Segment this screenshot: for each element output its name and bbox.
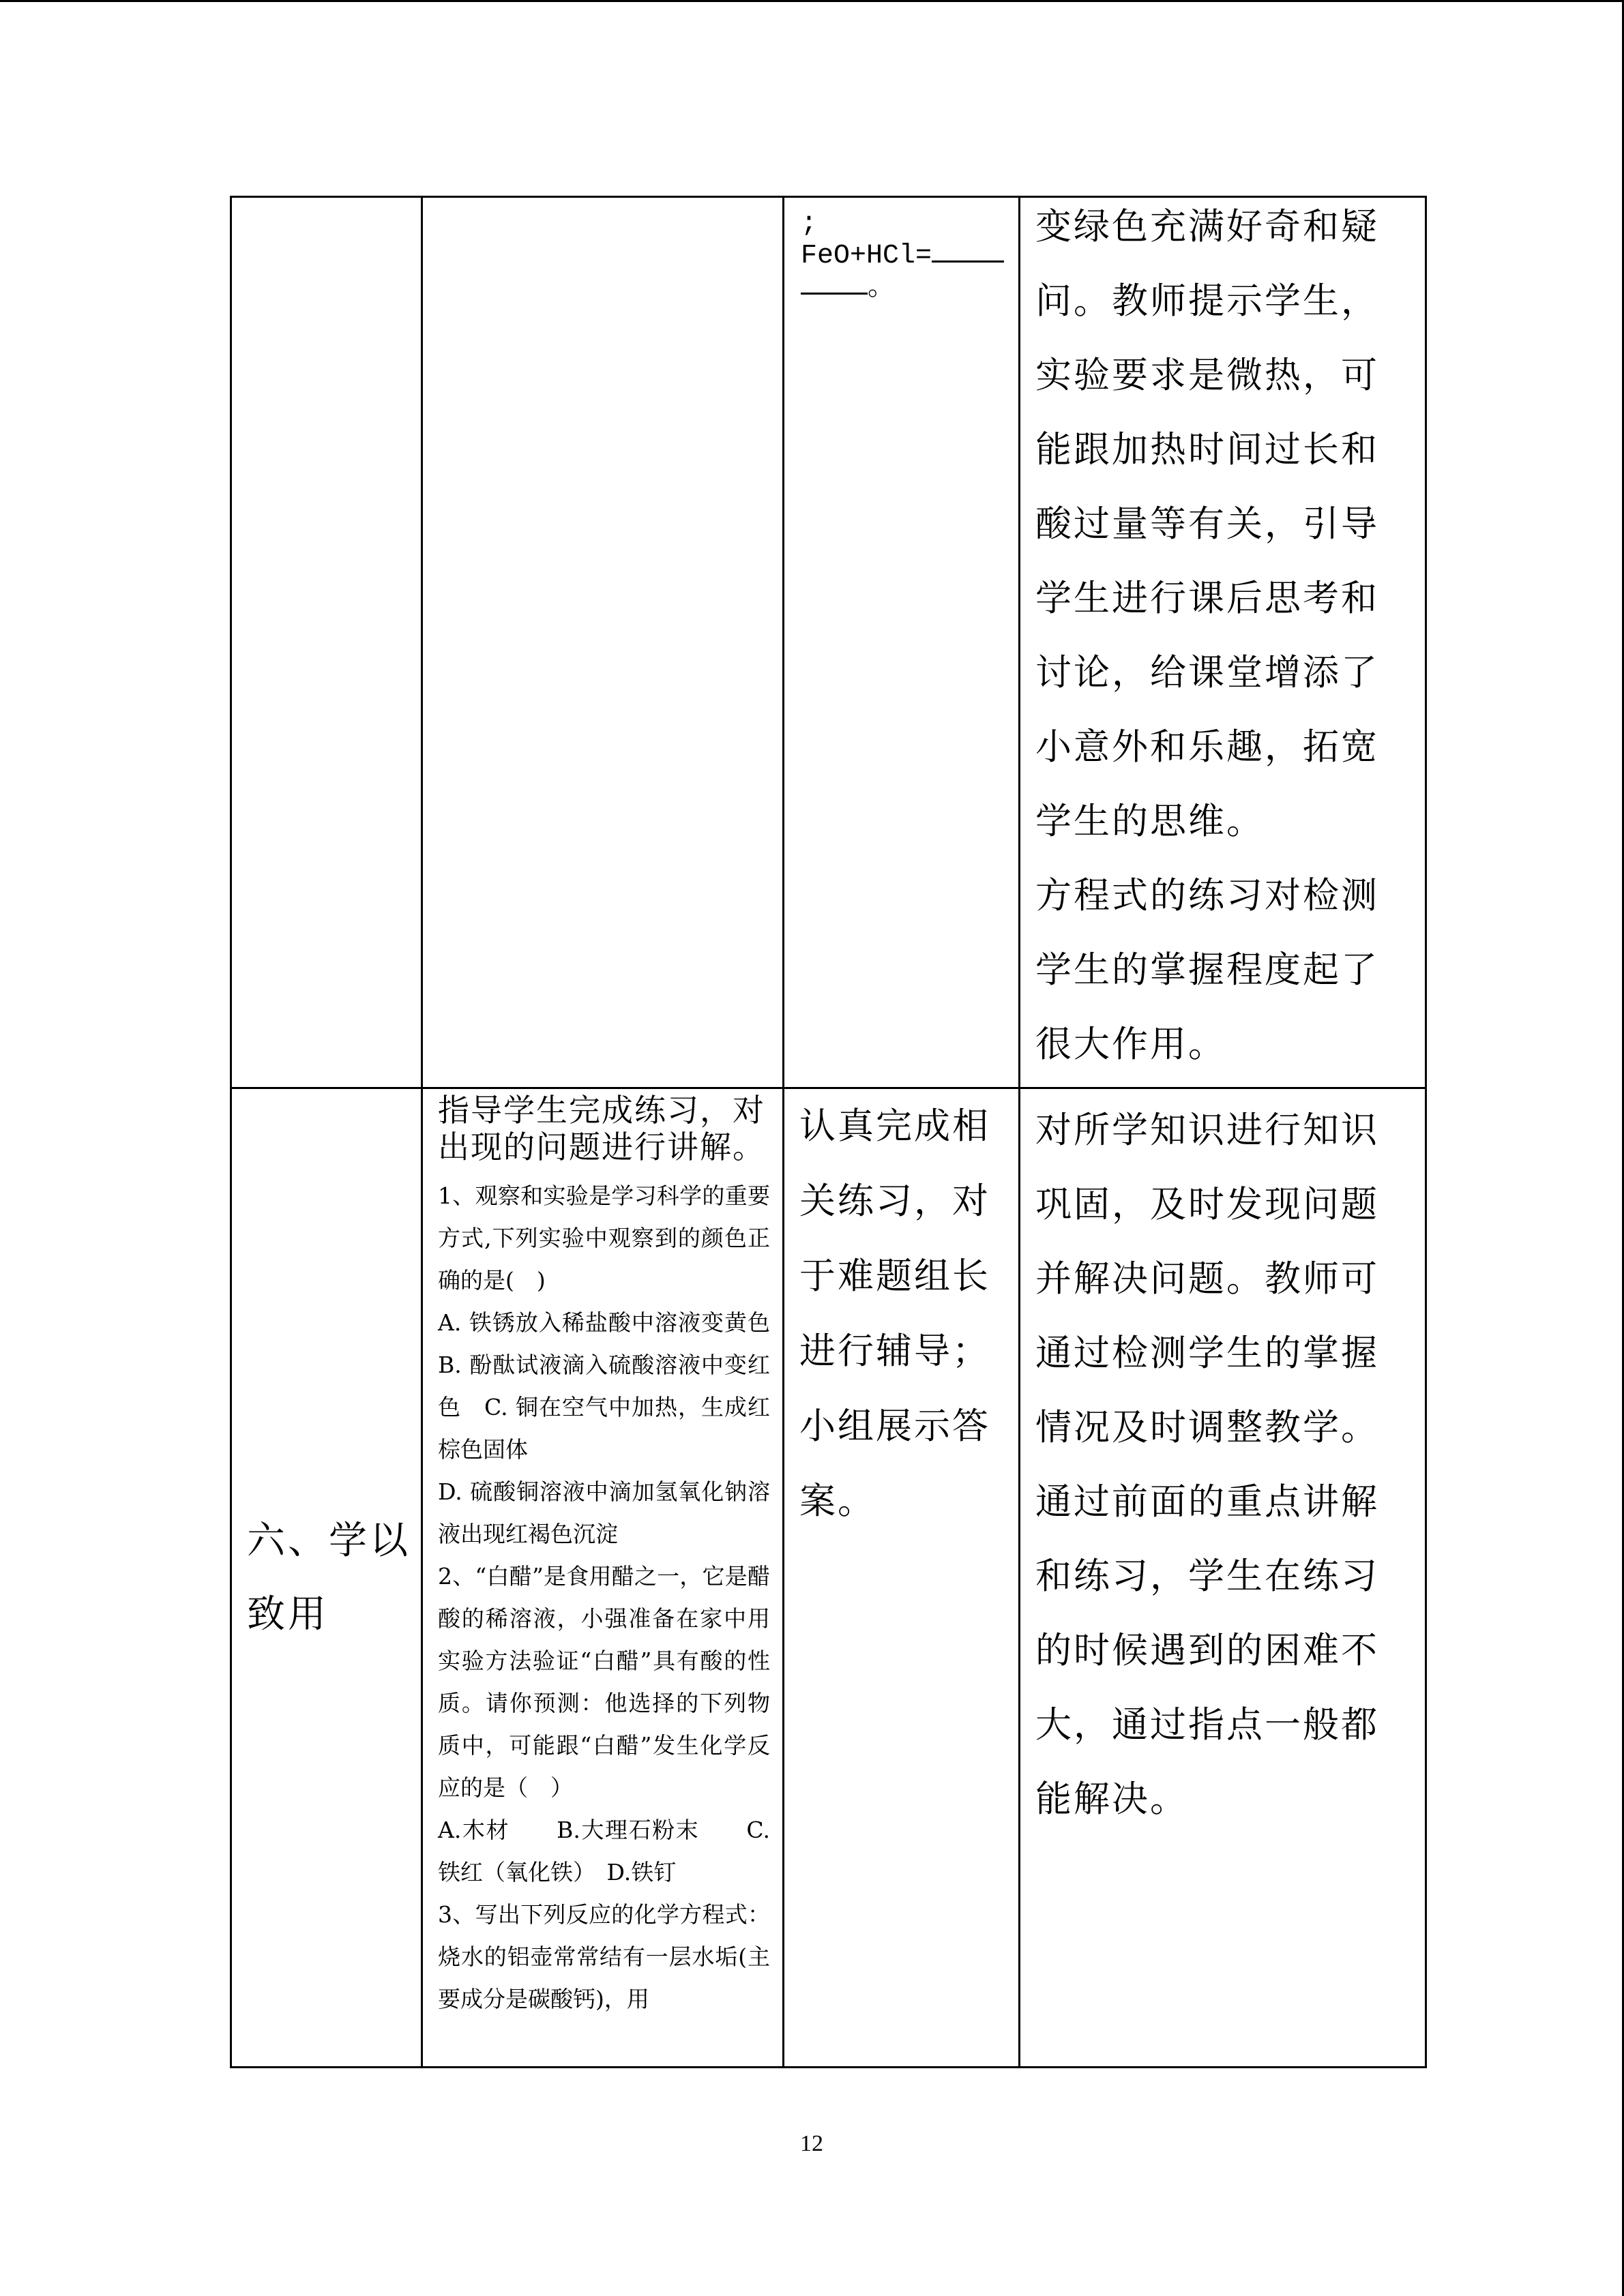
answer-blank [932, 240, 1004, 263]
stage-cell [231, 197, 422, 1088]
text-line: 酸过量等有关，引导 [1035, 503, 1379, 545]
equation-text: FeO+HCl= [801, 241, 932, 271]
exercise-question: 3、写出下列反应的化学方程式：烧水的铝壶常常结有一层水垢(主要成分是碳酸钙)，用 [438, 1901, 770, 2012]
teacher-activity [423, 1089, 815, 2021]
text-line: 案。 [799, 1480, 876, 1522]
text-line: 学生的掌握程度起了 [1035, 949, 1379, 991]
table-row [231, 197, 1426, 1088]
answer-blank-continued [801, 272, 868, 295]
text-line: 讨论，给课堂增添了 [1035, 652, 1379, 694]
teacher-activity-cell [422, 1088, 815, 2068]
text-line: 进行辅导； [799, 1330, 990, 1372]
period-text: 。 [868, 273, 895, 303]
text-line: 认真完成相 [799, 1105, 990, 1147]
text-line: 学生的思维。 [1035, 801, 1265, 842]
teacher-instruction: 指导学生完成练习，对出现的问题进行讲解。 [438, 1092, 765, 1165]
text-line: 实验要求是微热，可 [1035, 355, 1379, 396]
exercise-question: 2、“白醋”是食用醋之一，它是醋酸的稀溶液，小强准备在家中用实验方法验证“白醋”具有酸的性质。请你预测：他选择的下列物质中，可能跟“白醋”发生化学反应的是（ ） [438, 1563, 770, 1801]
student-activity-cell [784, 1088, 1020, 2068]
text-line: 的时候遇到的困难不 [1035, 1630, 1379, 1671]
text-line: 和练习，学生在练习 [1035, 1555, 1379, 1597]
text-line: 方程式的练习对检测 [1035, 875, 1379, 916]
design-intent-text [1020, 1089, 1425, 1836]
text-line: 能跟加热时间过长和 [1035, 429, 1379, 471]
design-intent-cell [1020, 197, 1426, 1088]
exercise-question: 1、观察和实验是学习科学的重要方式,下列实验中观察到的颜色正确的是( ) [438, 1182, 770, 1294]
text-line: 小意外和乐趣，拓宽 [1035, 726, 1379, 768]
text-line: 很大作用。 [1035, 1024, 1226, 1065]
exercise-option: D. 硫酸铜溶液中滴加氢氧化钠溶液出现红褐色沉淀 [438, 1478, 770, 1547]
table-row [231, 1088, 1426, 2068]
lesson-plan-table [230, 196, 1427, 2068]
exercise-options: A. 铁锈放入稀盐酸中溶液变黄色 B. 酚酞试液滴入硫酸溶液中变红色 C. 铜在空气中加热，生成红棕色固体 [438, 1309, 815, 1463]
text-line: 学生进行课后思考和 [1035, 578, 1379, 619]
stage-title-line: 致用 [247, 1592, 329, 1637]
student-activity [784, 1089, 1018, 1539]
text-line: 情况及时调整教学。 [1035, 1407, 1379, 1448]
design-intent-text [1020, 190, 1425, 1082]
design-intent-cell [1020, 1088, 1426, 2068]
text-line: 能解决。 [1035, 1778, 1188, 1820]
text-line: 关练习，对 [799, 1180, 990, 1222]
equation-exercise [784, 198, 1018, 304]
semicolon-text: ; [801, 209, 818, 239]
stage-title-line: 六、学以 [247, 1518, 411, 1563]
text-line: 并解决问题。教师可 [1035, 1258, 1379, 1300]
text-line: 大，通过指点一般都 [1035, 1704, 1379, 1746]
page-number: 12 [800, 2131, 823, 2156]
stage-title [232, 1089, 421, 2066]
teacher-activity-cell [422, 197, 784, 1088]
text-line: 问。教师提示学生， [1035, 280, 1379, 322]
text-line: 通过前面的重点讲解 [1035, 1481, 1379, 1523]
top-border-line [0, 0, 1624, 2]
exercise-options: A.木材 B.大理石粉末 C.铁红（氧化铁） D.铁钉 [438, 1817, 770, 1885]
stage-cell [231, 1088, 422, 2068]
text-line: 对所学知识进行知识 [1035, 1109, 1379, 1151]
student-activity-cell [784, 197, 1020, 1088]
text-line: 变绿色充满好奇和疑 [1035, 206, 1379, 248]
text-line: 小组展示答 [799, 1405, 990, 1447]
text-line: 于难题组长 [799, 1255, 990, 1297]
text-line: 通过检测学生的掌握 [1035, 1332, 1379, 1374]
text-line: 巩固，及时发现问题 [1035, 1184, 1379, 1225]
